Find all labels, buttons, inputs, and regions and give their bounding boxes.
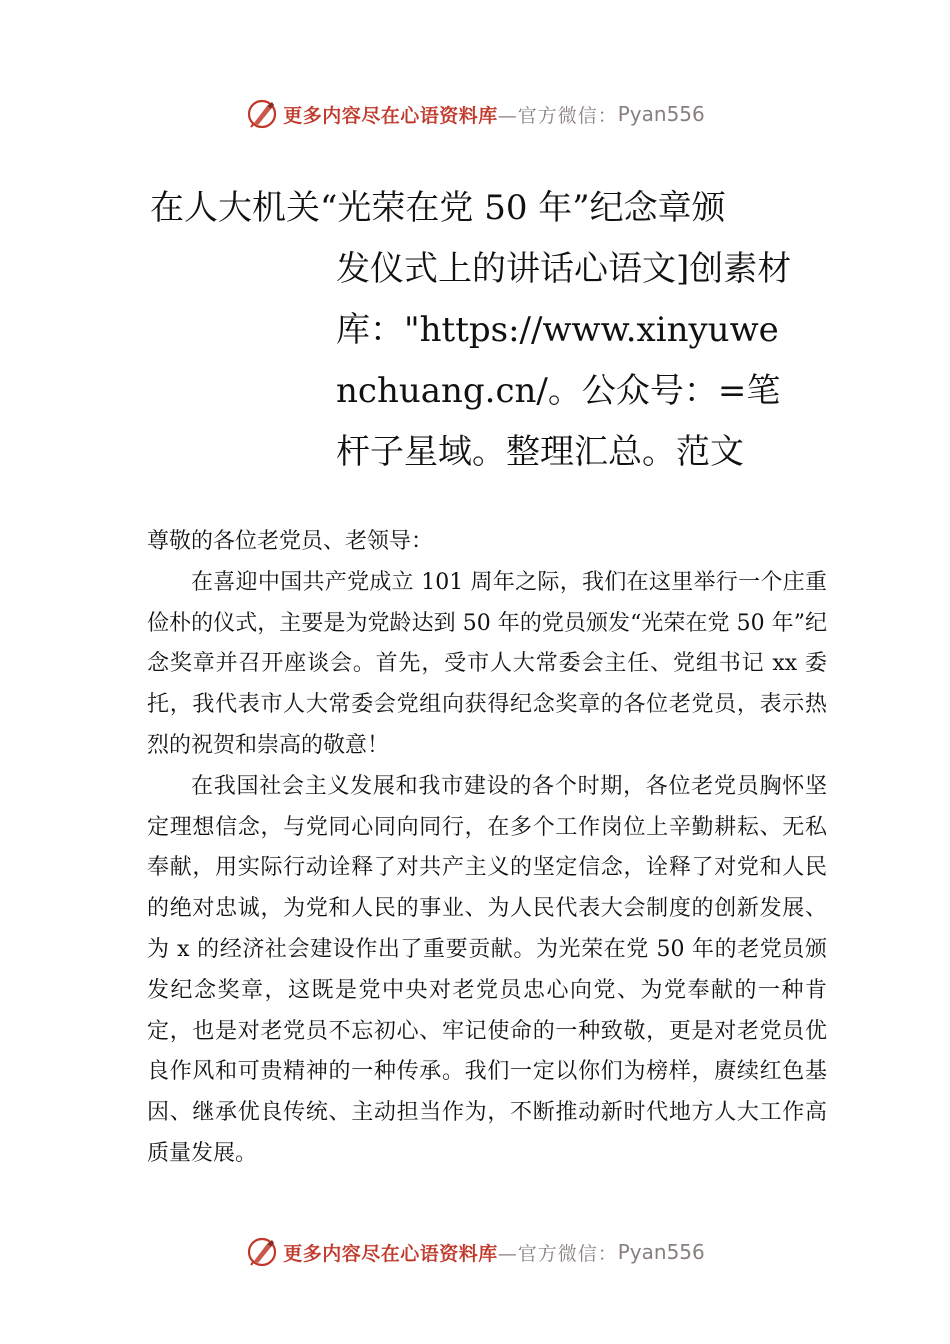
banner-wechat-id: Pyan556 — [617, 102, 705, 126]
quill-pen-logo-icon — [245, 97, 279, 131]
banner-wechat-label: —官方微信： — [497, 104, 618, 127]
banner-wechat-label: —官方微信： — [497, 1242, 618, 1265]
salutation: 尊敬的各位老党员、老领导： — [147, 529, 434, 554]
footer-banner — [0, 1232, 950, 1272]
banner-wechat-id: Pyan556 — [617, 1240, 705, 1264]
header-banner — [0, 94, 950, 134]
banner-brand-text: 更多内容尽在心语资料库 — [283, 1242, 498, 1265]
document-body — [147, 522, 827, 1175]
document-title — [150, 178, 800, 483]
title-continuation: 发仪式上的讲话心语文]创素材库："https://www.xinyuwenchuang.cn/。公众号：=笔杆子星域。整理汇总。范文 — [336, 249, 792, 472]
title-first-line: 在人大机关“光荣在党 50 年”纪念章颁 — [150, 188, 726, 228]
body-paragraph: 在喜迎中国共产党成立 101 周年之际，我们在这里举行一个庄重俭朴的仪式，主要是为党龄达到 50 年的党员颁发“光荣在党 50 年”纪念奖章并召开座谈会。首先，受市人大常委会主任、党组书记 xx 委托，我代表市人大常委会党组向获得纪念奖章的各位老党员，表示热烈的祝贺和崇高的敬意！ — [147, 569, 827, 758]
body-paragraph: 在我国社会主义发展和我市建设的各个时期，各位老党员胸怀坚定理想信念，与党同心同向同行，在多个工作岗位上辛勤耕耘、无私奉献，用实际行动诠释了对共产主义的坚定信念，诠释了对党和人民的绝对忠诚，为党和人民的事业、为人民代表大会制度的创新发展、为 x 的经济社会建设作出了重要贡献。为光荣在党 50 年的老党员颁发纪念奖章，这既是党中央对老党员忠心向党、为党奉献的一种肯定，也是对老党员不忘初心、牢记使命的一种致敬，更是对老党员优良作风和可贵精神的一种传承。我们一定以你们为榜样，赓续红色基因、继承优良传统、主动担当作为，不断推动新时代地方人大工作高质量发展。 — [147, 773, 827, 1166]
banner-brand-text: 更多内容尽在心语资料库 — [283, 104, 498, 127]
quill-pen-logo-icon — [245, 1235, 279, 1269]
